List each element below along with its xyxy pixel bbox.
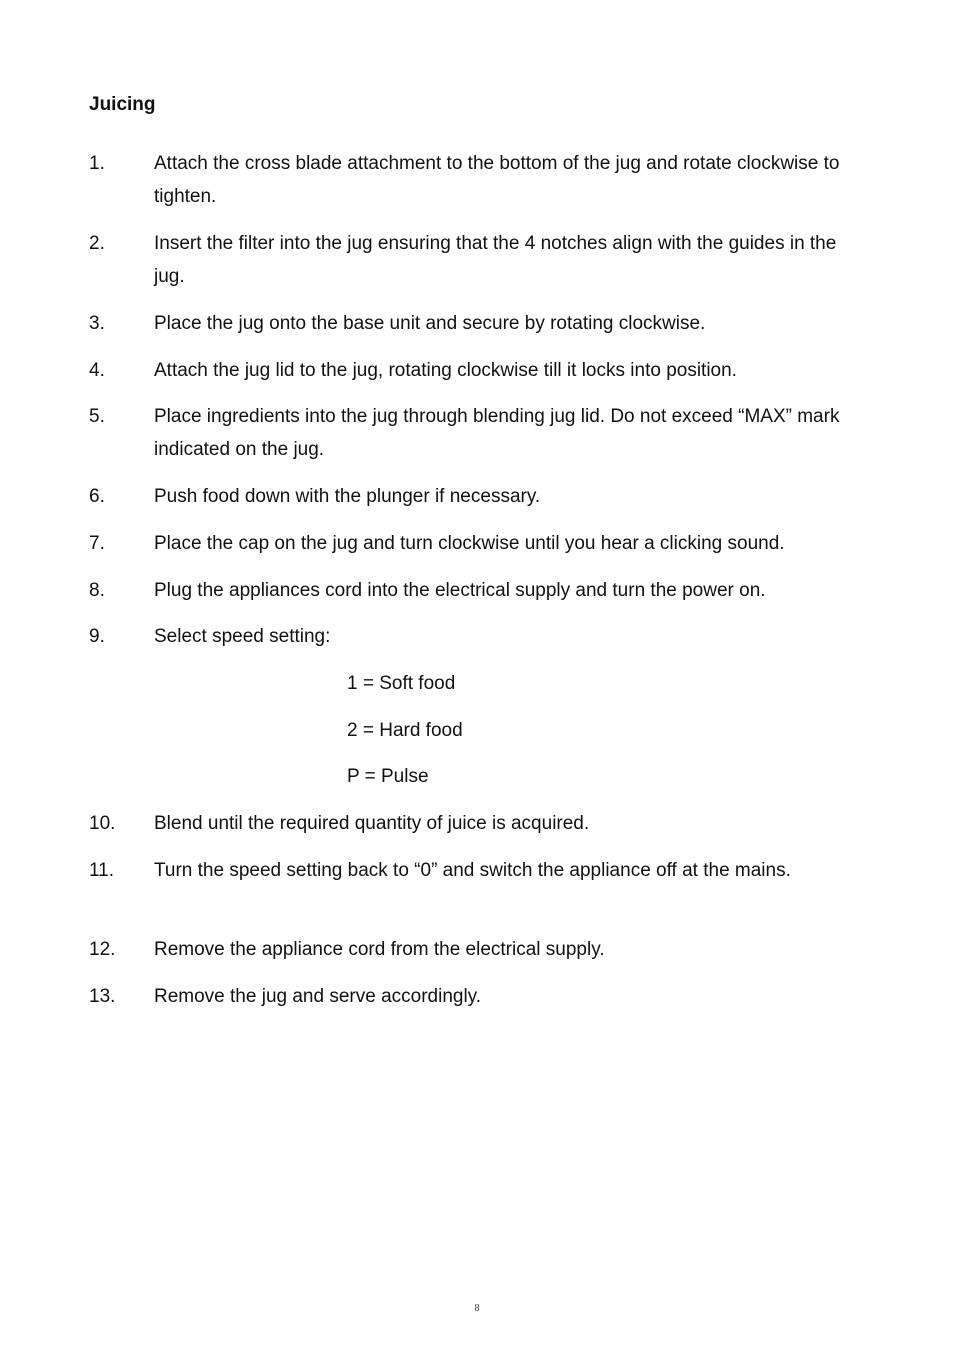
step-7 — [89, 527, 869, 560]
step-number: 13. — [89, 986, 116, 1007]
step-number: 9. — [89, 626, 105, 647]
step-4 — [89, 354, 869, 387]
step-10 — [89, 807, 869, 840]
step-number: 3. — [89, 313, 105, 334]
step-text: Attach the cross blade attachment to the bottom of the jug and rotate clockwise to tighten. — [154, 153, 840, 207]
step-number: 5. — [89, 406, 105, 427]
step-3 — [89, 307, 869, 340]
step-text: Remove the appliance cord from the electrical supply. — [154, 939, 605, 960]
step-9 — [89, 620, 869, 653]
step-12 — [89, 933, 869, 966]
step-text: Plug the appliances cord into the electrical supply and turn the power on. — [154, 580, 766, 601]
step-13 — [89, 980, 869, 1013]
step-number: 7. — [89, 533, 105, 554]
step-text: Attach the jug lid to the jug, rotating clockwise till it locks into position. — [154, 360, 737, 381]
section-heading: Juicing — [89, 94, 156, 115]
step-2 — [89, 227, 869, 293]
step-text: Blend until the required quantity of juice is acquired. — [154, 813, 590, 834]
step-text: Remove the jug and serve accordingly. — [154, 986, 482, 1007]
step-text: Place the jug onto the base unit and secure by rotating clockwise. — [154, 313, 706, 334]
step-number: 1. — [89, 153, 105, 174]
step-11 — [89, 854, 869, 887]
step-1 — [89, 147, 869, 213]
page-number: 8 — [474, 1303, 480, 1314]
step-number: 4. — [89, 360, 105, 381]
step-number: 8. — [89, 580, 105, 601]
step-text: Select speed setting: — [154, 626, 331, 647]
step-5 — [89, 400, 869, 466]
step-number: 12. — [89, 939, 116, 960]
speed-setting-hard: 2 = Hard food — [347, 720, 463, 741]
step-number: 6. — [89, 486, 105, 507]
step-text: Place the cap on the jug and turn clockwise until you hear a clicking sound. — [154, 533, 785, 554]
step-text: Place ingredients into the jug through blending jug lid. Do not exceed “MAX” mark indicated on the jug. — [154, 406, 840, 460]
speed-setting-soft: 1 = Soft food — [347, 673, 456, 694]
step-text: Turn the speed setting back to “0” and switch the appliance off at the mains. — [154, 860, 791, 881]
step-6 — [89, 480, 869, 513]
step-number: 11. — [89, 860, 115, 881]
step-text: Insert the filter into the jug ensuring that the 4 notches align with the guides in the jug. — [154, 233, 837, 287]
step-8 — [89, 574, 869, 607]
step-number: 2. — [89, 233, 105, 254]
step-number: 10. — [89, 813, 116, 834]
speed-setting-pulse: P = Pulse — [347, 766, 429, 787]
step-text: Push food down with the plunger if necessary. — [154, 486, 541, 507]
